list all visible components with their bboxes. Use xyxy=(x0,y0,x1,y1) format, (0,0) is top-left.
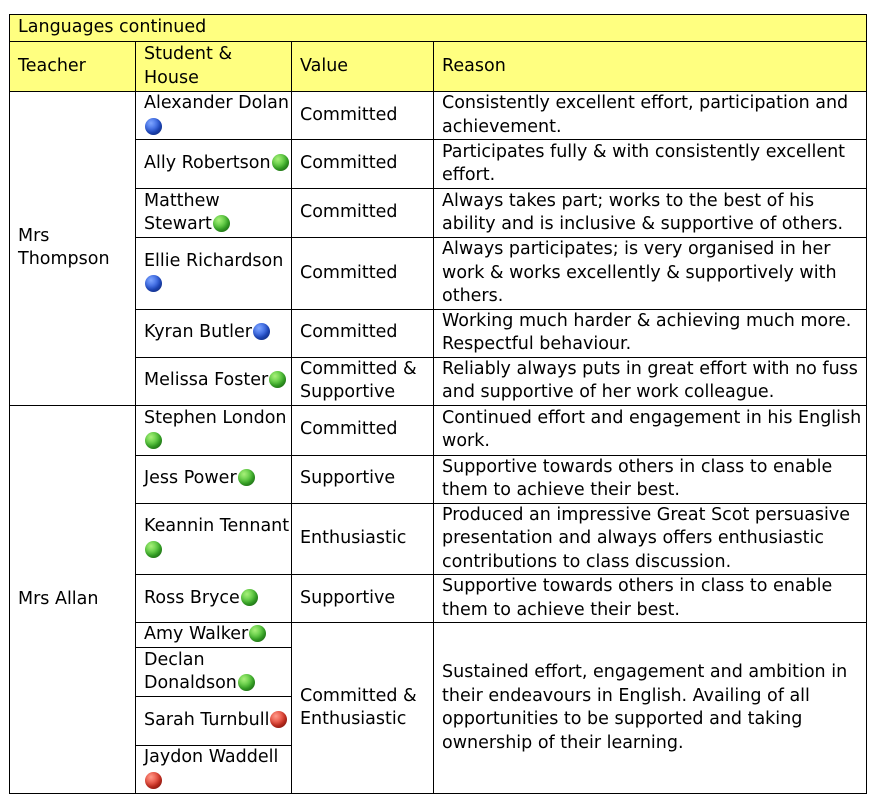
student-cell xyxy=(136,189,292,238)
table-row xyxy=(10,140,867,189)
house-dot-green-icon xyxy=(272,154,289,171)
table-row xyxy=(10,575,867,623)
student-name: Ally Robertson xyxy=(144,153,271,174)
student-name: Ellie Richardson xyxy=(144,250,284,271)
house-dot-blue-icon xyxy=(145,118,162,135)
value-cell: Committed xyxy=(292,238,434,310)
house-dot-blue-icon xyxy=(253,323,270,340)
house-dot-green-icon xyxy=(241,589,258,606)
reason-cell: Produced an impressive Great Scot persuasive presentation and always offers enthusiastic contributions to class discussion. xyxy=(434,503,867,575)
student-name: Stephen London xyxy=(144,407,287,428)
student-cell xyxy=(136,238,292,310)
student-cell xyxy=(136,623,292,648)
table-row xyxy=(10,503,867,575)
house-dot-green-icon xyxy=(238,469,255,486)
header-value: Value xyxy=(292,42,434,92)
student-name: Ross Bryce xyxy=(144,587,240,608)
value-cell: Committed xyxy=(292,405,434,455)
reason-cell: Consistently excellent effort, participation and achievement. xyxy=(434,92,867,140)
student-name: Sarah Turnbull xyxy=(144,710,270,731)
reason-cell: Always takes part; works to the best of his ability and is inclusive & supportive of others. xyxy=(434,189,867,238)
student-cell xyxy=(136,746,292,794)
house-dot-green-icon xyxy=(238,674,255,691)
house-dot-blue-icon xyxy=(145,275,162,292)
student-cell xyxy=(136,697,292,746)
value-cell: Committed xyxy=(292,309,434,357)
student-cell xyxy=(136,92,292,140)
house-dot-green-icon xyxy=(145,541,162,558)
house-dot-green-icon xyxy=(213,215,230,232)
student-name: Declan Donaldson xyxy=(144,649,237,693)
value-cell: Supportive xyxy=(292,455,434,503)
student-cell xyxy=(136,140,292,189)
table-row xyxy=(10,92,867,140)
student-cell xyxy=(136,309,292,357)
reason-cell: Supportive towards others in class to enable them to achieve their best. xyxy=(434,575,867,623)
reason-cell: Reliably always puts in great effort with no fuss and supportive of her work colleague. xyxy=(434,357,867,405)
table-row xyxy=(10,189,867,238)
house-dot-green-icon xyxy=(249,625,266,642)
student-cell xyxy=(136,357,292,405)
student-name: Jess Power xyxy=(144,468,237,489)
teacher-cell: Mrs Allan xyxy=(10,405,136,794)
value-cell: Committed & Enthusiastic xyxy=(292,623,434,794)
header-reason: Reason xyxy=(434,42,867,92)
reason-cell: Participates fully & with consistently excellent effort. xyxy=(434,140,867,189)
teacher-cell: Mrs Thompson xyxy=(10,92,136,406)
languages-table xyxy=(9,14,867,794)
student-cell xyxy=(136,503,292,575)
student-name: Melissa Foster xyxy=(144,370,269,391)
table-row xyxy=(10,309,867,357)
student-name: Keannin Tennant xyxy=(144,516,290,537)
value-cell: Enthusiastic xyxy=(292,503,434,575)
house-dot-red-icon xyxy=(270,711,287,728)
table-row xyxy=(10,455,867,503)
table-row xyxy=(10,623,867,648)
student-name: Jaydon Waddell xyxy=(144,747,279,767)
value-cell: Committed xyxy=(292,140,434,189)
student-name: Kyran Butler xyxy=(144,322,252,343)
student-cell xyxy=(136,575,292,623)
reason-cell: Always participates; is very organised in her work & works excellently & supportively with others. xyxy=(434,238,867,310)
table-row xyxy=(10,357,867,405)
value-cell: Supportive xyxy=(292,575,434,623)
header-student-house: Student & House xyxy=(136,42,292,92)
value-cell: Committed & Supportive xyxy=(292,357,434,405)
table-row xyxy=(10,238,867,310)
reason-cell: Sustained effort, engagement and ambition in their endeavours in English. Availing of all opportunities to be supported and taking ownership of their learning. xyxy=(434,623,867,794)
table-row xyxy=(10,405,867,455)
header-teacher: Teacher xyxy=(10,42,136,92)
student-name: Matthew Stewart xyxy=(144,190,220,234)
student-cell xyxy=(136,455,292,503)
house-dot-red-icon xyxy=(145,772,162,789)
table-title: Languages continued xyxy=(10,15,867,42)
student-cell xyxy=(136,648,292,697)
value-cell: Committed xyxy=(292,189,434,238)
student-name: Amy Walker xyxy=(144,624,249,645)
student-name: Alexander Dolan xyxy=(144,93,289,113)
reason-cell: Working much harder & achieving much more. Respectful behaviour. xyxy=(434,309,867,357)
reason-cell: Continued effort and engagement in his English work. xyxy=(434,405,867,455)
house-dot-green-icon xyxy=(145,432,162,449)
value-cell: Committed xyxy=(292,92,434,140)
reason-cell: Supportive towards others in class to enable them to achieve their best. xyxy=(434,455,867,503)
student-cell xyxy=(136,405,292,455)
house-dot-green-icon xyxy=(269,371,286,388)
